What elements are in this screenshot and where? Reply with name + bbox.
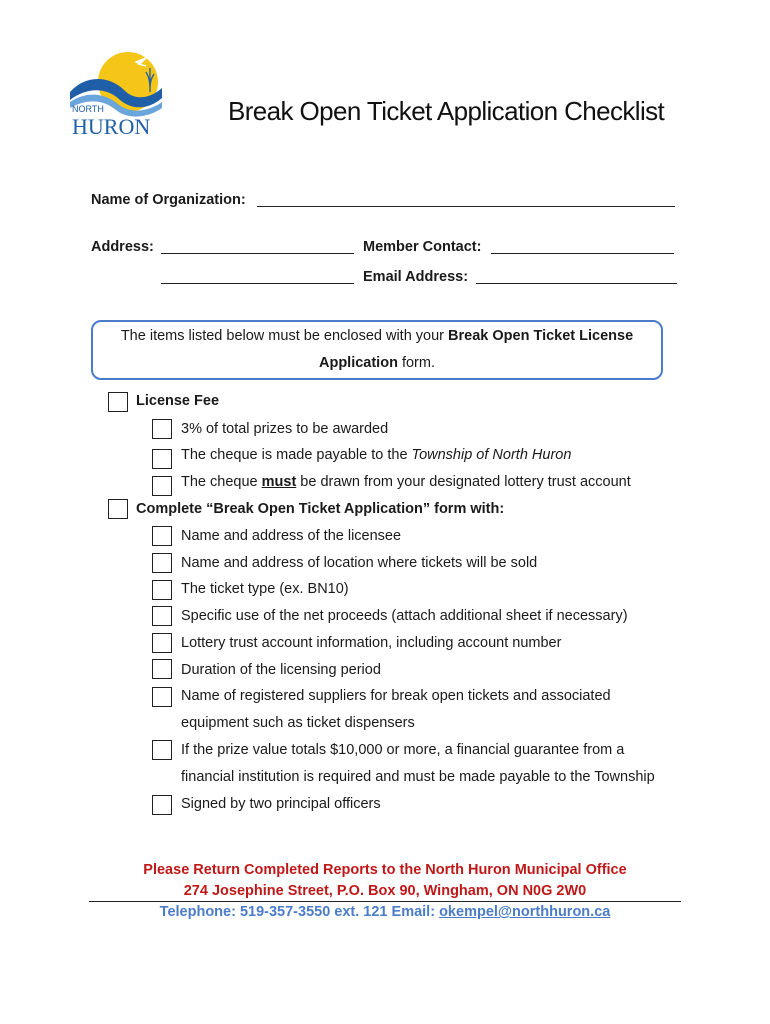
- org-field-line[interactable]: [257, 206, 675, 207]
- footer-divider: [89, 901, 681, 902]
- address-field-line-2[interactable]: [161, 283, 354, 284]
- location-checkbox[interactable]: [152, 553, 172, 573]
- member-contact-field-line[interactable]: [491, 253, 674, 254]
- footer-phone: Telephone: 519-357-3550 ext. 121 Email:: [159, 904, 440, 920]
- notice-box: [91, 320, 663, 380]
- north-huron-logo: [66, 48, 166, 140]
- signed-item: Signed by two principal officers: [181, 796, 381, 812]
- prizes-checkbox[interactable]: [152, 419, 172, 439]
- email-label: Email Address:: [363, 269, 469, 285]
- complete-form-label: Complete “Break Open Ticket Application” form with:: [136, 501, 505, 517]
- notice-line-1: The items listed below must be enclosed with your Break Open Ticket License: [120, 328, 634, 344]
- proceeds-item: Specific use of the net proceeds (attach additional sheet if necessary): [181, 608, 628, 624]
- logo-text-huron: HURON: [72, 114, 151, 139]
- lottery-trust-item: Lottery trust account information, including account number: [181, 635, 562, 651]
- footer-return-notice: Please Return Completed Reports to the North Huron Municipal Office: [143, 862, 627, 878]
- proceeds-checkbox[interactable]: [152, 606, 172, 626]
- payable-checkbox[interactable]: [152, 449, 172, 469]
- duration-item: Duration of the licensing period: [181, 662, 381, 678]
- trust-account-checkbox[interactable]: [152, 476, 172, 496]
- footer-address: 274 Josephine Street, P.O. Box 90, Wingham, ON N0G 2W0: [183, 883, 587, 899]
- suppliers-checkbox[interactable]: [152, 687, 172, 707]
- payable-item: The cheque is made payable to the Township of North Huron: [181, 447, 572, 463]
- location-item: Name and address of location where tickets will be sold: [181, 555, 538, 571]
- licensee-item: Name and address of the licensee: [181, 528, 402, 544]
- logo-text-north: NORTH: [72, 104, 104, 114]
- org-label: Name of Organization:: [91, 192, 246, 208]
- license-fee-checkbox[interactable]: [108, 392, 128, 412]
- footer-email-link[interactable]: okempel@northhuron.ca: [439, 904, 611, 920]
- guarantee-item-cont: financial institution is required and must be made payable to the Township: [181, 769, 655, 785]
- footer-contact: [0, 904, 770, 920]
- trust-account-item: The cheque must be drawn from your designated lottery trust account: [181, 474, 631, 490]
- license-fee-label: License Fee: [136, 393, 220, 409]
- suppliers-item: Name of registered suppliers for break open tickets and associated: [181, 688, 611, 704]
- member-contact-label: Member Contact:: [363, 239, 482, 255]
- address-field-line-1[interactable]: [161, 253, 354, 254]
- notice-line-2: Application form.: [318, 355, 435, 371]
- prizes-item: 3% of total prizes to be awarded: [181, 421, 389, 437]
- licensee-checkbox[interactable]: [152, 526, 172, 546]
- ticket-type-item: The ticket type (ex. BN10): [181, 581, 349, 597]
- page-title: Break Open Ticket Application Checklist: [228, 96, 665, 126]
- address-label: Address:: [91, 239, 154, 255]
- duration-checkbox[interactable]: [152, 659, 172, 679]
- complete-form-checkbox[interactable]: [108, 499, 128, 519]
- email-field-line[interactable]: [476, 283, 677, 284]
- signed-checkbox[interactable]: [152, 795, 172, 815]
- suppliers-item-cont: equipment such as ticket dispensers: [181, 715, 415, 731]
- guarantee-item: If the prize value totals $10,000 or more, a financial guarantee from a: [181, 742, 625, 758]
- ticket-type-checkbox[interactable]: [152, 580, 172, 600]
- lottery-trust-checkbox[interactable]: [152, 633, 172, 653]
- guarantee-checkbox[interactable]: [152, 740, 172, 760]
